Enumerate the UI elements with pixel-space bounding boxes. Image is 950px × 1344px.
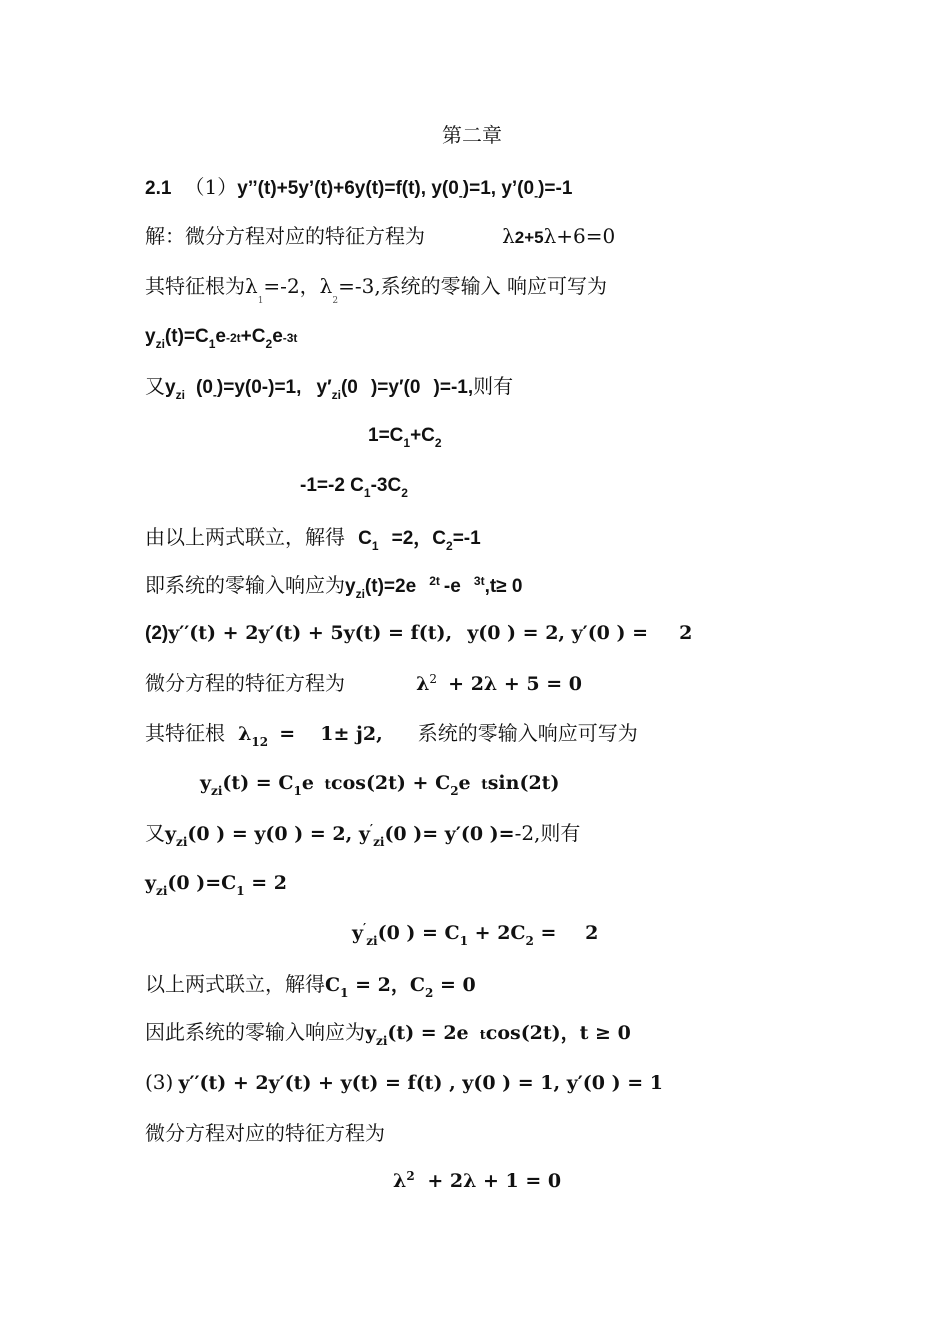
roots-line-1: 其特征根为$\lambda_1=-2$，$\lambda_2=-3$,系统的零输入 响应可写为 (145, 274, 608, 306)
problem-2-1-header: 2.1 （1）y’’(t)+5y’(t)+6y(t)=f(t), $y(0_-)=1$, $y’(0_-)=-1$ (145, 175, 573, 203)
constant-c1-line: $y_{zi}(0$ )$=C_1 = 2$ (145, 872, 288, 898)
roots-line-2: 其特征根 $\lambda_{12} = 1\pm j2$, 系统的零输入响应可写为 (145, 721, 638, 749)
equation-b: -1=-2 $C_1-3C_2$ (300, 475, 408, 500)
equation-a: $1=C_1+C_2$ (368, 425, 442, 450)
chapter-title: 第二章 (442, 123, 502, 147)
solution-constants-1: 由以上两式联立，解得 $C_1 =2$，$C_2=-1$ (145, 525, 481, 553)
problem-equation: y’’(t)+5y’(t)+6y(t)=f(t), y(0 (237, 178, 459, 199)
zero-input-form-2: $y_{zi}(t) = C_1e$ $tcos(2t) + C_2e$ tsin(2t) (200, 772, 560, 798)
problem-2-1-part-2: (2)y′′(t) + 2y′(t) + 5y(t) = f(t), y(0 ) = 2, y′(0 ) = 2 (145, 622, 693, 644)
initial-conditions-2: 又$y_{zi}(0$ ) = y(0 ) = 2, $y'_{zi}(0$ )= y′(0 )=-2,则有 (145, 821, 581, 849)
problem-2-1-part-3: (3) y′′(t) + 2y′(t) + y(t) = f(t) , y(0 ) = 1, y′(0 ) = 1 (145, 1070, 663, 1094)
initial-conditions-1: 又$y_{zi}$ $(0_-)=y(0-)=1$, $y'_{zi}(0$ )=y′(0 )=-1,则有 (145, 374, 514, 402)
zero-input-form-1: $y_{zi}(t)=C_1e-2t+C_2e-3t$ (145, 326, 298, 351)
characteristic-eq-line-2: 微分方程的特征方程为 $\lambda^2 + 2\lambda + 5 = 0$ (145, 671, 582, 695)
part-label: （1） (184, 175, 238, 199)
zero-input-response-1: 即系统的零输入响应为$y_{zi}(t)=2e$ $^{2t}$ -e $^{3t}$,t≥ 0 (145, 573, 523, 601)
characteristic-eq-line-1: 解：微分方程对应的特征方程为 λ2+5λ+6=0 (145, 224, 616, 248)
derivative-condition-line: $y'_{zi}(0$ ) = $C_1 + 2C_2 = 2$ (352, 921, 599, 948)
characteristic-eq-text-3: 微分方程对应的特征方程为 (145, 1121, 385, 1145)
characteristic-eq-3: $\lambda^2 + 2\lambda + 1 = 0$ (393, 1169, 562, 1192)
solution-constants-2: 以上两式联立，解得$C_1 = 2$，$C_2 = 0$ (145, 972, 476, 1000)
problem-number: 2.1 (145, 178, 172, 199)
zero-input-response-2: 因此系统的零输入响应为$y_{zi}(t) = 2e$ tcos(2t)，t ≥ 0 (145, 1020, 631, 1048)
